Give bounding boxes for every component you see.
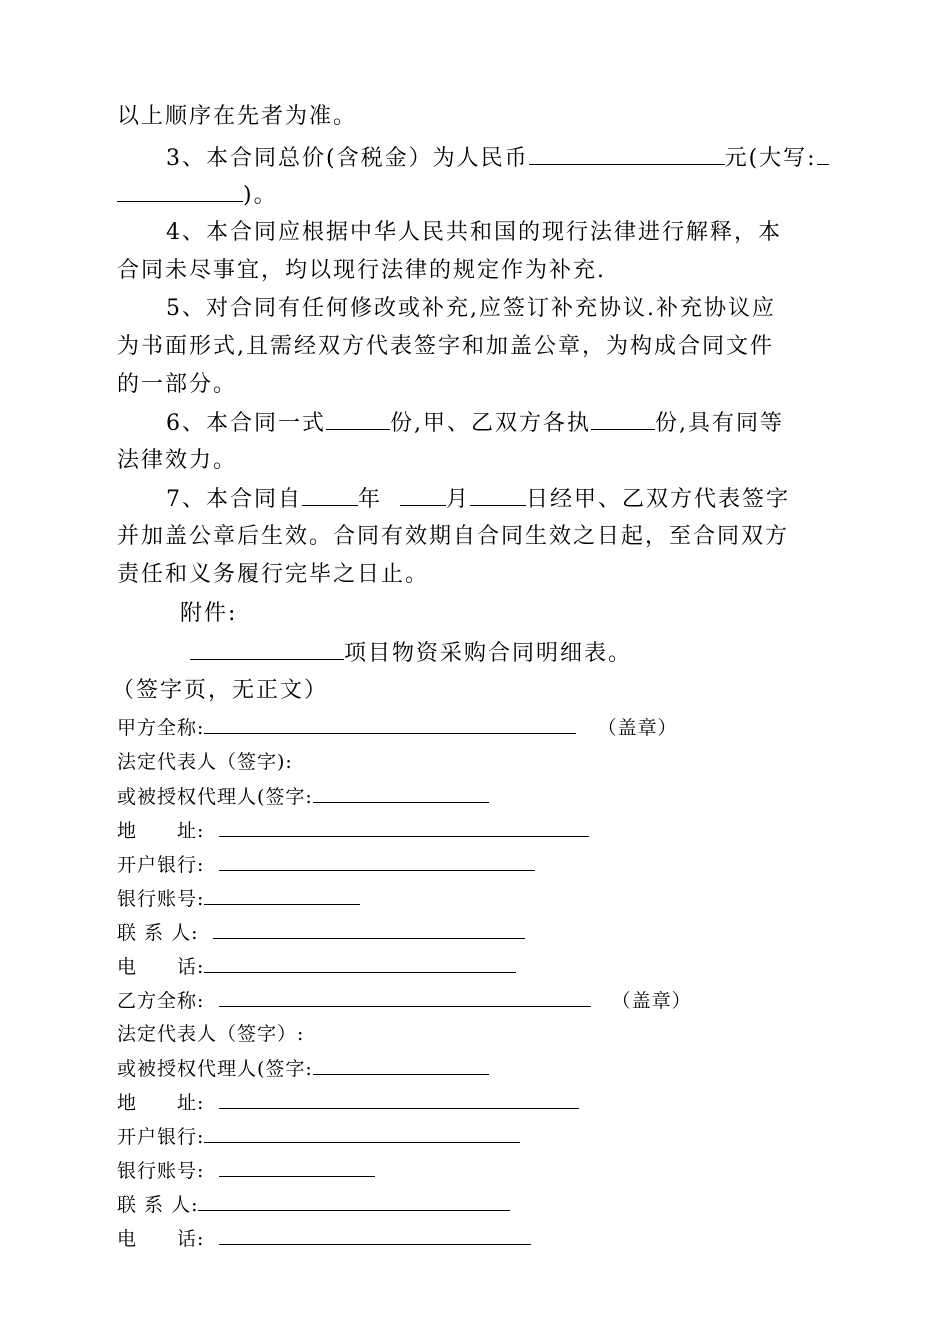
party-b-contact-field[interactable] xyxy=(198,1190,510,1211)
clause-line xyxy=(117,103,357,131)
clause-5-text: 5、对合同有任何修改或补充,应签订补充协议.补充协议应 xyxy=(166,296,776,321)
party-a-legal-rep-row xyxy=(117,748,293,776)
party-a-phone-label: 电 话: xyxy=(117,956,205,978)
party-b-agent-label: 或被授权代理人(签字: xyxy=(117,1058,313,1080)
party-b-bank-field[interactable] xyxy=(204,1122,520,1143)
party-a-address-label: 地 址: xyxy=(117,820,205,842)
precedence-text: 以上顺序在先者为准。 xyxy=(117,104,358,129)
clause-5 xyxy=(166,295,776,323)
clause-6 xyxy=(166,409,784,438)
party-b-legal-rep-label: 法定代表人（签字）: xyxy=(117,1023,305,1045)
attachment-item xyxy=(190,639,632,668)
party-a-account-field[interactable] xyxy=(204,884,360,905)
party-b-agent-field[interactable] xyxy=(313,1054,489,1075)
year-blank[interactable] xyxy=(302,485,358,506)
party-a-contact-field[interactable] xyxy=(213,918,525,939)
total-price-blank[interactable] xyxy=(529,144,725,165)
clause-3-uppercase-label: 元(大写: xyxy=(724,146,817,171)
copies-each-blank[interactable] xyxy=(591,409,655,430)
clause-5-continued xyxy=(117,333,774,361)
clause-5-text-3: 的一部分。 xyxy=(117,372,238,397)
clause-5-end xyxy=(117,371,237,399)
clause-6-text-4: 法律效力。 xyxy=(117,448,238,473)
month-blank[interactable] xyxy=(400,485,446,506)
clause-6-text: 6、本合同一式 xyxy=(166,411,326,436)
party-b-legal-rep-row xyxy=(117,1020,304,1048)
party-a-name-field[interactable] xyxy=(204,713,576,734)
clause-6-continued xyxy=(117,447,237,475)
attachment-heading xyxy=(180,600,237,628)
attachment-item-text: 项目物资采购合同明细表。 xyxy=(344,641,633,666)
signature-note-text: （签字页，无正文） xyxy=(112,678,329,703)
clause-3-text: 3、本合同总价(含税金）为人民币 xyxy=(166,146,529,171)
party-a-contact-label: 联 系 人: xyxy=(117,922,199,944)
party-b-contact-row xyxy=(117,1190,510,1219)
clause-4-text: 4、本合同应根据中华人民共和国的现行法律进行解释，本 xyxy=(166,220,782,245)
party-a-name-row xyxy=(117,713,678,742)
clause-3-continued xyxy=(117,181,278,210)
party-b-account-field[interactable] xyxy=(219,1156,375,1177)
clause-7-text-2: 日经甲、乙双方代表签字 xyxy=(526,487,791,512)
party-a-address-field[interactable] xyxy=(219,816,589,837)
clause-7-text: 7、本合同自 xyxy=(166,487,302,512)
clause-7-continued xyxy=(117,523,789,551)
signature-page-note xyxy=(112,677,328,705)
clause-7 xyxy=(166,485,790,514)
month-label: 月 xyxy=(446,487,471,512)
party-b-name-row xyxy=(117,986,692,1015)
party-b-address-field[interactable] xyxy=(219,1088,579,1109)
party-b-bank-label: 开户银行: xyxy=(117,1126,205,1148)
party-b-address-row xyxy=(117,1088,579,1117)
party-a-bank-row xyxy=(117,850,535,879)
party-a-seal-label: （盖章） xyxy=(597,717,678,739)
clause-7-end xyxy=(117,561,429,589)
clause-4-continued xyxy=(117,257,606,285)
party-b-address-label: 地 址: xyxy=(117,1092,205,1114)
project-name-blank[interactable] xyxy=(190,639,344,660)
clause-4 xyxy=(166,219,782,247)
party-a-account-row xyxy=(117,884,360,913)
party-b-seal-label: （盖章） xyxy=(611,990,692,1012)
copies-total-blank[interactable] xyxy=(326,409,390,430)
party-a-agent-label: 或被授权代理人(签字: xyxy=(117,786,313,808)
party-a-phone-field[interactable] xyxy=(204,952,516,973)
party-b-name-field[interactable] xyxy=(219,986,591,1007)
clause-6-text-3: 份,具有同等 xyxy=(655,411,784,436)
party-a-bank-field[interactable] xyxy=(219,850,535,871)
party-b-phone-label: 电 话: xyxy=(117,1228,205,1250)
party-a-address-row xyxy=(117,816,589,845)
party-b-bank-row xyxy=(117,1122,520,1151)
clause-5-text-2: 为书面形式,且需经双方代表签字和加盖公章，为构成合同文件 xyxy=(117,334,774,359)
party-a-bank-label: 开户银行: xyxy=(117,854,205,876)
party-a-legal-rep-label: 法定代表人（签字): xyxy=(117,751,293,773)
clause-7-text-4: 责任和义务履行完毕之日止。 xyxy=(117,562,430,587)
clause-4-text-2: 合同未尽事宜，均以现行法律的规定作为补充. xyxy=(117,258,606,283)
party-a-account-label: 银行账号: xyxy=(117,888,205,910)
party-a-agent-row xyxy=(117,782,489,811)
uppercase-blank-start[interactable] xyxy=(817,144,829,165)
uppercase-amount-blank[interactable] xyxy=(117,181,243,202)
party-b-phone-field[interactable] xyxy=(219,1224,531,1245)
party-b-agent-row xyxy=(117,1054,489,1083)
party-b-account-row xyxy=(117,1156,375,1185)
party-a-name-label: 甲方全称: xyxy=(117,717,205,739)
party-b-phone-row xyxy=(117,1224,531,1253)
party-a-agent-field[interactable] xyxy=(313,782,489,803)
clause-3-end: )。 xyxy=(243,183,278,208)
day-blank[interactable] xyxy=(470,485,526,506)
clause-7-text-3: 并加盖公章后生效。合同有效期自合同生效之日起，至合同双方 xyxy=(117,524,790,549)
clause-6-text-2: 份,甲、乙双方各执 xyxy=(390,411,591,436)
party-b-contact-label: 联 系 人: xyxy=(117,1194,199,1216)
party-a-contact-row xyxy=(117,918,525,947)
clause-3 xyxy=(166,144,829,173)
party-b-account-label: 银行账号: xyxy=(117,1160,205,1182)
party-b-name-label: 乙方全称: xyxy=(117,990,205,1012)
attachment-label: 附件: xyxy=(180,601,238,626)
year-label: 年 xyxy=(358,487,383,512)
party-a-phone-row xyxy=(117,952,516,981)
